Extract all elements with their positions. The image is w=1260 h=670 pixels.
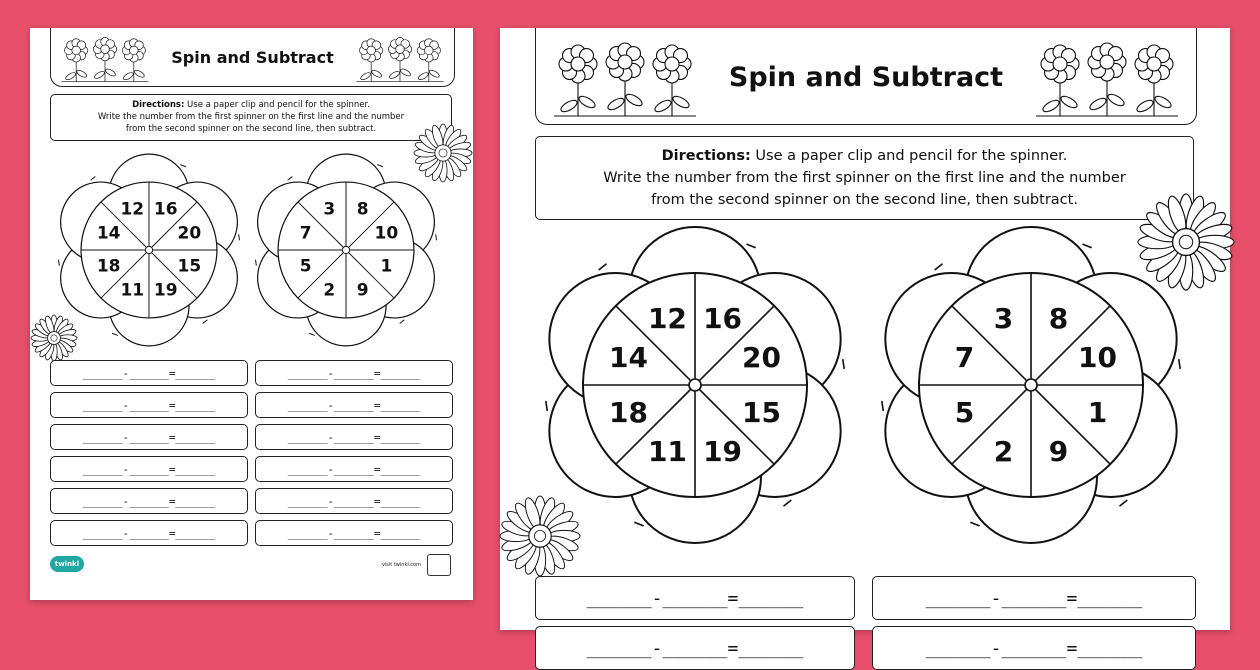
footer-url: visit twinkl.com [381,562,421,568]
daisy-center-inner [534,530,545,541]
flower-leaf [1041,98,1061,114]
spinner-number: 18 [96,256,121,277]
flower-leaf [76,69,88,79]
petal-vein [377,165,383,167]
spinner-number: 12 [120,199,145,220]
spinner-number: 1 [1087,396,1108,430]
petal-vein [58,260,59,266]
flower-decoration-right [1032,34,1182,120]
twinkl-logo: twinkl [50,556,84,572]
spinner-number: 1 [380,256,393,277]
flower-leaf [360,71,372,81]
title-banner [50,28,455,87]
equation-row-3b[interactable]: ______-______=______ [255,424,453,450]
directions-line-3: from the second spinner on the second line, then subtract. [125,124,377,134]
spinner-number: 19 [703,435,743,469]
spinner-center [342,246,349,253]
daisy-center-inner [51,335,57,341]
flower-leaf [653,98,673,114]
petal-vein [1119,500,1127,506]
equation-row-1a[interactable]: ______-______=______ [50,360,248,386]
flower-center [367,46,376,55]
petal-vein [882,401,883,411]
petal-vein [1082,244,1091,248]
page-title: Spin and Subtract [728,62,1004,93]
spinner-number: 20 [177,223,202,244]
equation-row-5b[interactable]: ______-______=______ [255,488,453,514]
spinner-number: 2 [323,280,336,301]
daisy-center-inner [1179,235,1192,248]
flower-leaf [1088,96,1108,112]
petal-vein [970,522,979,526]
spinner-number: 14 [96,223,121,244]
spinner-center [689,379,701,391]
equation-row-6a[interactable]: ______-______=______ [50,520,248,546]
equation-row-1a[interactable]: ______-______=______ [535,576,855,620]
flower-leaf [624,92,644,108]
petal-vein [288,176,293,180]
equation-row-1b[interactable]: ______-______=______ [872,576,1196,620]
equation-row-2a[interactable]: ______-______=______ [50,392,248,418]
title-banner [535,28,1197,125]
petal-vein [546,401,547,411]
spinner-number: 18 [608,396,648,430]
equation-row-1b[interactable]: ______-______=______ [255,360,453,386]
spinner-number: 3 [993,301,1014,335]
flower-leaf [1153,94,1173,110]
petal-vein [746,244,755,248]
flower-leaf [105,68,117,78]
spinner-number: 12 [647,301,687,335]
flower-leaf [577,94,597,110]
directions-label: Directions: [132,100,185,110]
spinner-number: 20 [742,340,782,374]
spinner-number: 16 [703,301,743,335]
flower-leaf [606,96,626,112]
flower-decoration-right [354,32,446,84]
spinner-right [255,159,437,341]
spinner-number: 15 [177,256,202,277]
directions-line-1: Directions: Use a paper clip and pencil for the spinner. [661,148,1068,164]
flower-leaf [133,69,145,79]
flower-center [396,45,405,54]
spinner-number: 10 [1078,340,1118,374]
spinner-number: 11 [647,435,687,469]
equation-row-3a[interactable]: ______-______=______ [50,424,248,450]
equation-row-2b[interactable]: ______-______=______ [872,626,1196,670]
spinner-number: 9 [356,280,369,301]
spinner-number: 3 [323,199,336,220]
flower-leaf [428,69,440,79]
petal-vein [180,165,186,167]
spinner-number: 14 [608,340,648,374]
flower-leaf [371,69,383,79]
flower-leaf [559,98,579,114]
petal-vein [599,264,607,270]
petal-vein [843,359,844,369]
directions-line-2: Write the number from the first spinner on the first line and the number [97,112,405,122]
spinner-number: 10 [374,223,399,244]
flower-leaf [1106,92,1126,108]
flower-center [425,46,434,55]
directions-line-1: Directions: Use a paper clip and pencil for the spinner. [132,100,370,110]
spinner-number: 16 [153,199,178,220]
spinner-number: 5 [954,396,975,430]
equation-row-6b[interactable]: ______-______=______ [255,520,453,546]
flower-center [1147,57,1161,71]
petal-vein [400,320,405,324]
petal-vein [203,320,208,324]
flower-leaf [400,68,412,78]
flower-center [1053,57,1067,71]
directions-box [535,136,1194,220]
flower-leaf [417,71,429,81]
petal-vein [255,260,256,266]
spinner-left [58,159,240,341]
worksheet-preview-small [30,28,473,600]
spinner-left [545,235,845,535]
flower-leaf [671,94,691,110]
petal-vein [112,333,118,335]
spinner-right [881,235,1181,535]
petal-vein [634,522,643,526]
equation-row-2a[interactable]: ______-______=______ [535,626,855,670]
directions-line-3: from the second spinner on the second line, then subtract. [651,192,1078,208]
spinner-number: 19 [153,280,178,301]
spinner-number: 7 [299,223,312,244]
spinner-center [1025,379,1037,391]
spinner-number: 5 [299,256,312,277]
flower-center [1100,55,1114,69]
flower-leaf [1059,94,1079,110]
petal-vein [239,234,240,240]
flower-leaf [388,70,400,80]
spinner-number: 7 [954,340,975,374]
spinner-number: 8 [1048,301,1069,335]
equation-row-4b[interactable]: ______-______=______ [255,456,453,482]
petal-vein [935,264,943,270]
petal-vein [91,176,96,180]
petal-vein [436,234,437,240]
spinner-center [145,246,152,253]
spinner-number: 15 [742,396,782,430]
flower-leaf [65,71,77,81]
equation-row-2b[interactable]: ______-______=______ [255,392,453,418]
flower-leaf [1135,98,1155,114]
petal-vein [1179,359,1180,369]
directions-box [50,94,452,141]
footer-badge-icon [427,554,451,576]
equation-row-5a[interactable]: ______-______=______ [50,488,248,514]
page-title: Spin and Subtract [171,48,334,67]
equation-row-4a[interactable]: ______-______=______ [50,456,248,482]
spinner-number: 8 [356,199,369,220]
daisy-center-inner [439,149,447,157]
petal-vein [309,333,315,335]
spinner-number: 9 [1048,435,1069,469]
petal-vein [783,500,791,506]
spinner-number: 11 [120,280,145,301]
flower-leaf [122,71,134,81]
worksheet-preview-large [500,28,1230,659]
flower-leaf [93,70,105,80]
directions-label: Directions: [661,148,751,164]
spinner-number: 2 [993,435,1014,469]
directions-line-2: Write the number from the first spinner on the first line and the number [603,170,1126,186]
